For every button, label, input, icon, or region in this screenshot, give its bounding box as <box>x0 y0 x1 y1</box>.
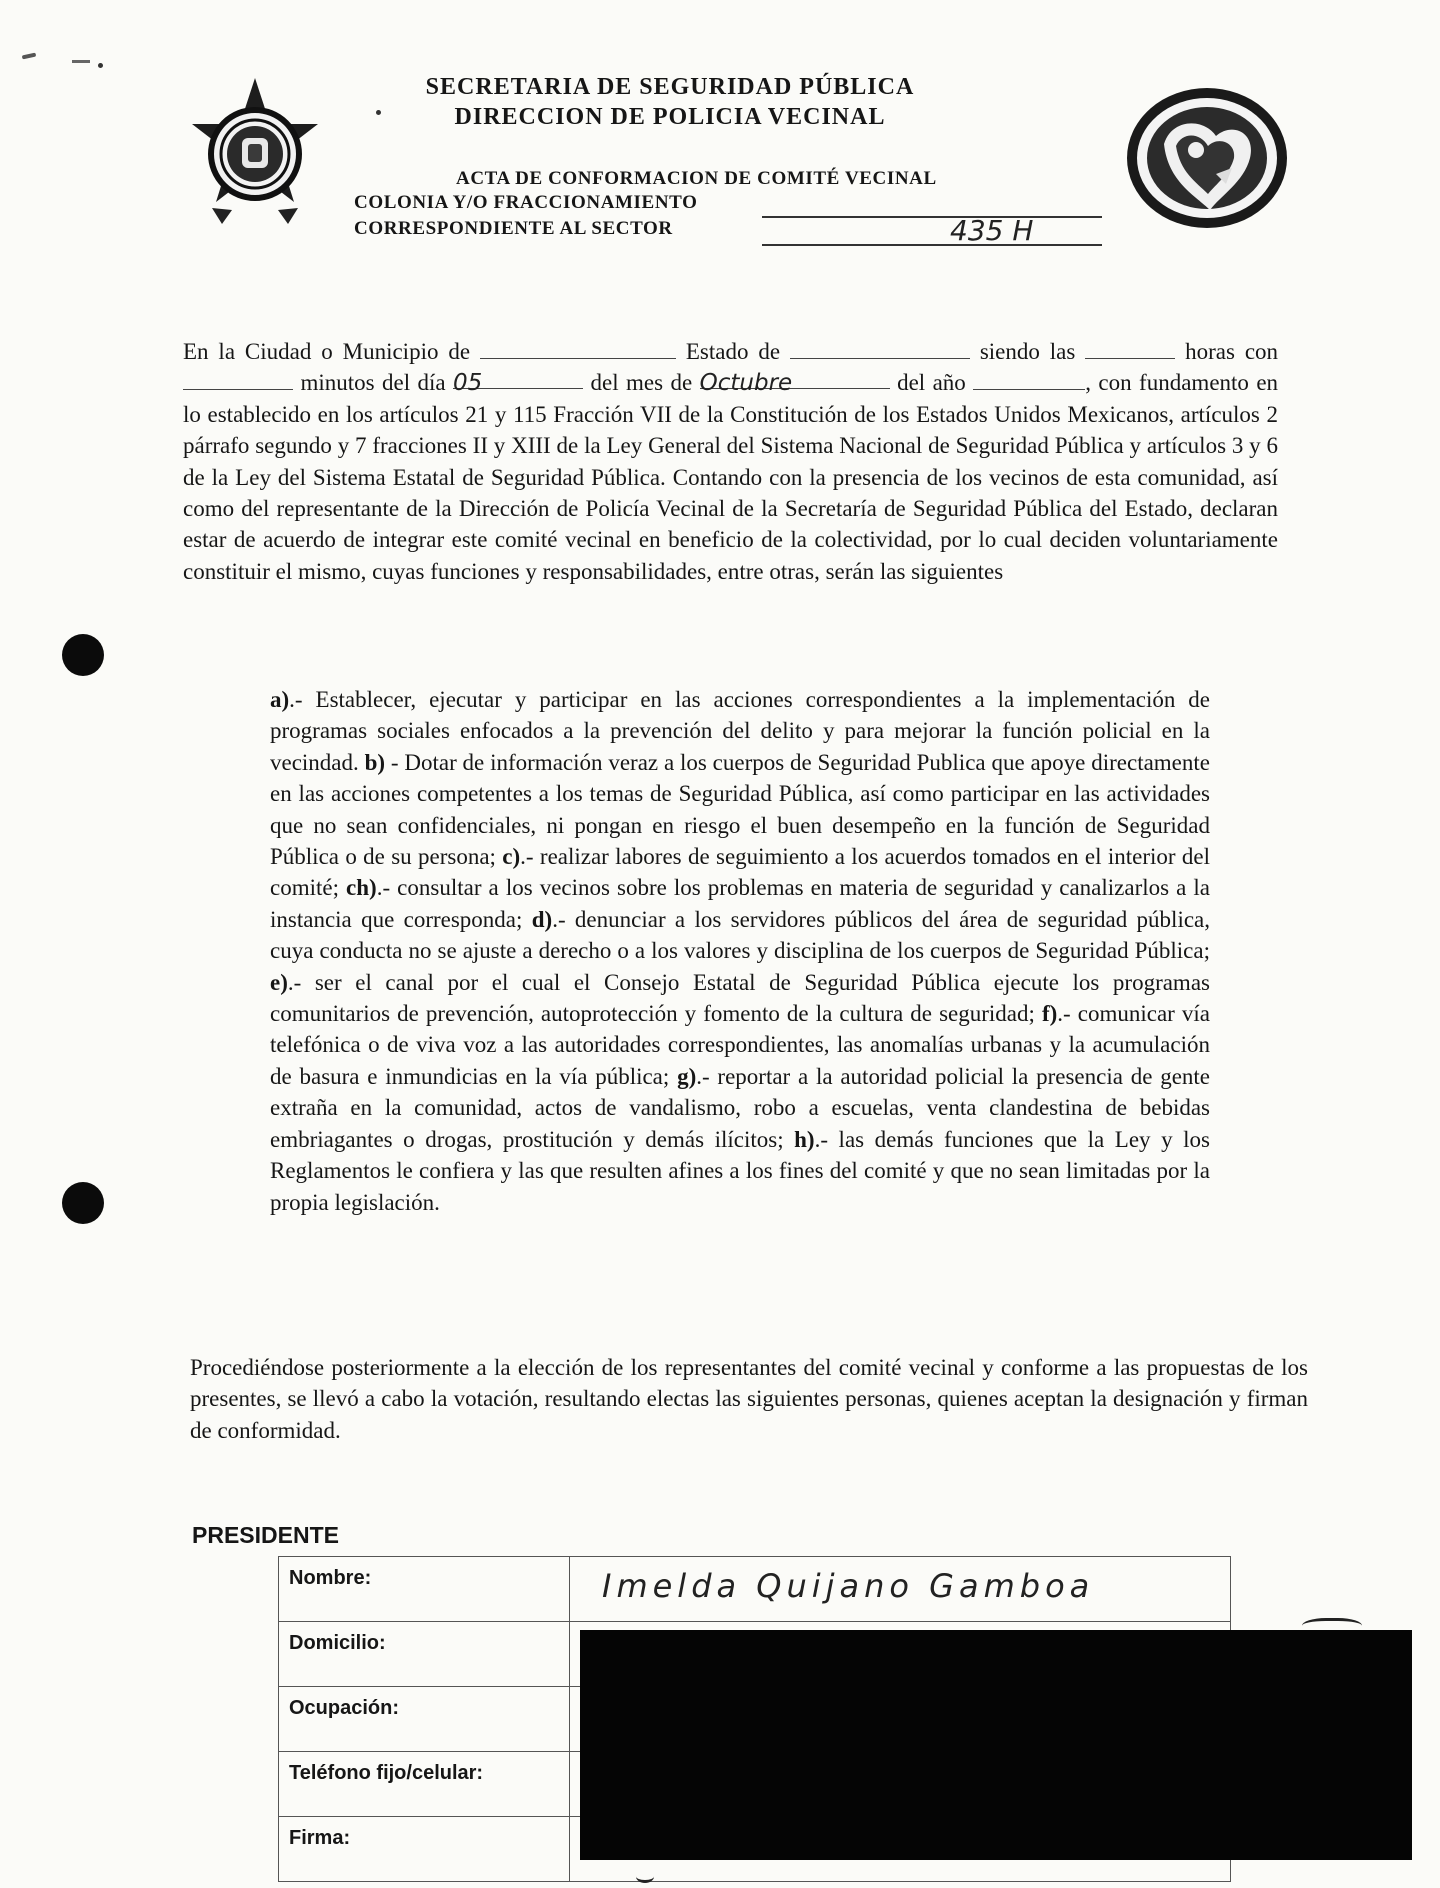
function-ch-text: .- consultar a los vecinos sobre los problemas en materia de seguridad y canalizarlos a la instancia que corresponda; <box>270 875 1210 932</box>
colonia-label: COLONIA Y/O FRACCIONAMIENTO <box>354 192 698 213</box>
intro-year-label: del año <box>897 370 966 396</box>
police-star-emblem <box>182 74 328 226</box>
function-e-text: .- ser el canal por el cual el Consejo Estatal de Seguridad Pública ejecute los programas comunitarios de prevención, autoprotección y fomento de la cultura de seguridad; <box>270 969 1210 1027</box>
intro-paragraph <box>183 336 1278 587</box>
punch-hole <box>62 634 104 676</box>
sector-field <box>762 244 1102 246</box>
president-heading: PRESIDENTE <box>192 1522 339 1548</box>
act-title: ACTA DE CONFORMACION DE COMITÉ VECINAL <box>456 168 937 189</box>
name-value: Imelda Quijano Gamboa <box>602 1567 1095 1605</box>
sector-value: 435 H <box>950 214 1034 247</box>
intro-municipio-label: En la Ciudad o Municipio de <box>183 339 471 364</box>
function-g-text: .- reportar a la autoridad policial la presencia de gente extraña en la comunidad, actos de vandalismo, robo a escuelas, venta clandestina de bebidas embriagantes o drogas, prostitución y demás ilícitos; <box>270 1063 1210 1152</box>
neighborhood-police-emblem <box>1124 84 1290 232</box>
year-field <box>973 369 1085 390</box>
direction-title: DIRECCION DE POLICIA VECINAL <box>454 104 886 130</box>
address-label: Domicilio: <box>279 1622 570 1687</box>
function-a-text: .- Establecer, ejecutar y participar en las acciones correspondientes a la implementación de programas sociales enfocados a la prevención del delito y para mejorar la función policial en la vecindad. <box>270 687 1210 775</box>
function-d-label: d) <box>531 906 553 932</box>
table-row <box>279 1557 1231 1622</box>
function-b-label: b) <box>364 749 386 775</box>
function-c-text: .- realizar labores de seguimiento a los acuerdos tomados en el interior del comité; <box>270 844 1210 901</box>
function-g-label: g) <box>677 1063 697 1089</box>
intro-hour-label: siendo las <box>979 339 1076 364</box>
intro-estado-label: Estado de <box>685 339 781 364</box>
intro-legal-text: , con fundamento en lo establecido en los artículos 21 y 115 Fracción VII de la Constitución de los Estados Unidos Mexicanos, artículos 2 párrafo segundo y 7 fracciones II y XIII de la Ley General del Sistema Nacional de Seguridad Pública y artículos 3 y 6 de la Ley del Sistema Estatal de Seguridad Pública. Contando con la presencia de los vecinos de esta comunidad, así como del representante de la Dirección de Policía Vecinal de la Secretaría de Seguridad Pública del Estado, declaran estar de acuerdo de integrar este comité vecinal en beneficio de la colectividad, por lo cual deciden voluntariamente constituir el mismo, cuyas funciones y responsabilidades, entre otras, serán las siguientes <box>183 370 1279 584</box>
scan-speck <box>72 60 90 63</box>
phone-label: Teléfono fijo/celular: <box>279 1752 570 1817</box>
estado-field <box>790 338 970 359</box>
handwriting-stroke <box>1302 1618 1362 1637</box>
function-c-label: c) <box>502 844 521 870</box>
sector-label: CORRESPONDIENTE AL SECTOR <box>354 218 673 239</box>
intro-month-label: del mes de <box>590 370 693 396</box>
minutes-field <box>183 369 293 390</box>
punch-hole <box>62 1182 104 1224</box>
function-ch-label: ch) <box>346 875 377 901</box>
month-value: Octubre <box>700 368 890 389</box>
scan-speck <box>98 63 103 68</box>
name-value-cell[interactable] <box>570 1557 1231 1622</box>
day-value: 05 <box>453 368 583 389</box>
function-f-label: f) <box>1041 1001 1058 1027</box>
intro-minutes-label: horas con <box>1185 339 1279 364</box>
function-h-text: .- las demás funciones que la Ley y los Reglamentos le confiera y las que resulten afines a los fines del comité y que no sean limitadas por la propia legislación. <box>270 1126 1210 1215</box>
function-f-text: .- comunicar vía telefónica o de viva voz a las autoridades correspondientes, las anomalías urbanas y la acumulación de basura e inmundicias en la vía pública; <box>270 1001 1211 1089</box>
redaction-block <box>580 1630 1412 1860</box>
handwriting-stroke <box>636 1870 654 1883</box>
function-a-label: a) <box>270 687 290 712</box>
hour-field <box>1085 338 1175 359</box>
functions-paragraph <box>270 684 1210 1218</box>
name-label: Nombre: <box>279 1557 570 1622</box>
function-b-text: - Dotar de información veraz a los cuerpos de Seguridad Publica que apoye directamente en las acciones competentes a los temas de Seguridad Pública, así como participar en las actividades que no sean confidenciales, ni pongan en riesgo el buen desempeño en la función de Seguridad Pública o de su persona; <box>270 749 1210 870</box>
function-h-label: h) <box>794 1126 815 1152</box>
colonia-field <box>762 216 1102 218</box>
secretariat-title: SECRETARIA DE SEGURIDAD PÚBLICA <box>425 74 915 100</box>
municipio-field <box>480 338 676 359</box>
function-e-label: e) <box>270 969 288 995</box>
signature-label: Firma: <box>279 1817 570 1882</box>
election-paragraph: Procediéndose posteriormente a la elección de los representantes del comité vecinal y conforme a las propuestas de los presentes, se llevó a cabo la votación, resultando electas las siguientes personas, quienes aceptan la designación y firman de conformidad. <box>190 1355 1308 1443</box>
intro-day-label: minutos del día <box>300 370 446 396</box>
function-d-text: .- denunciar a los servidores públicos del área de seguridad pública, cuya conducta no se ajuste a derecho o a los valores y disciplina de los cuerpos de Seguridad Pública; <box>270 906 1211 964</box>
scan-speck <box>22 53 37 60</box>
occupation-label: Ocupación: <box>279 1687 570 1752</box>
